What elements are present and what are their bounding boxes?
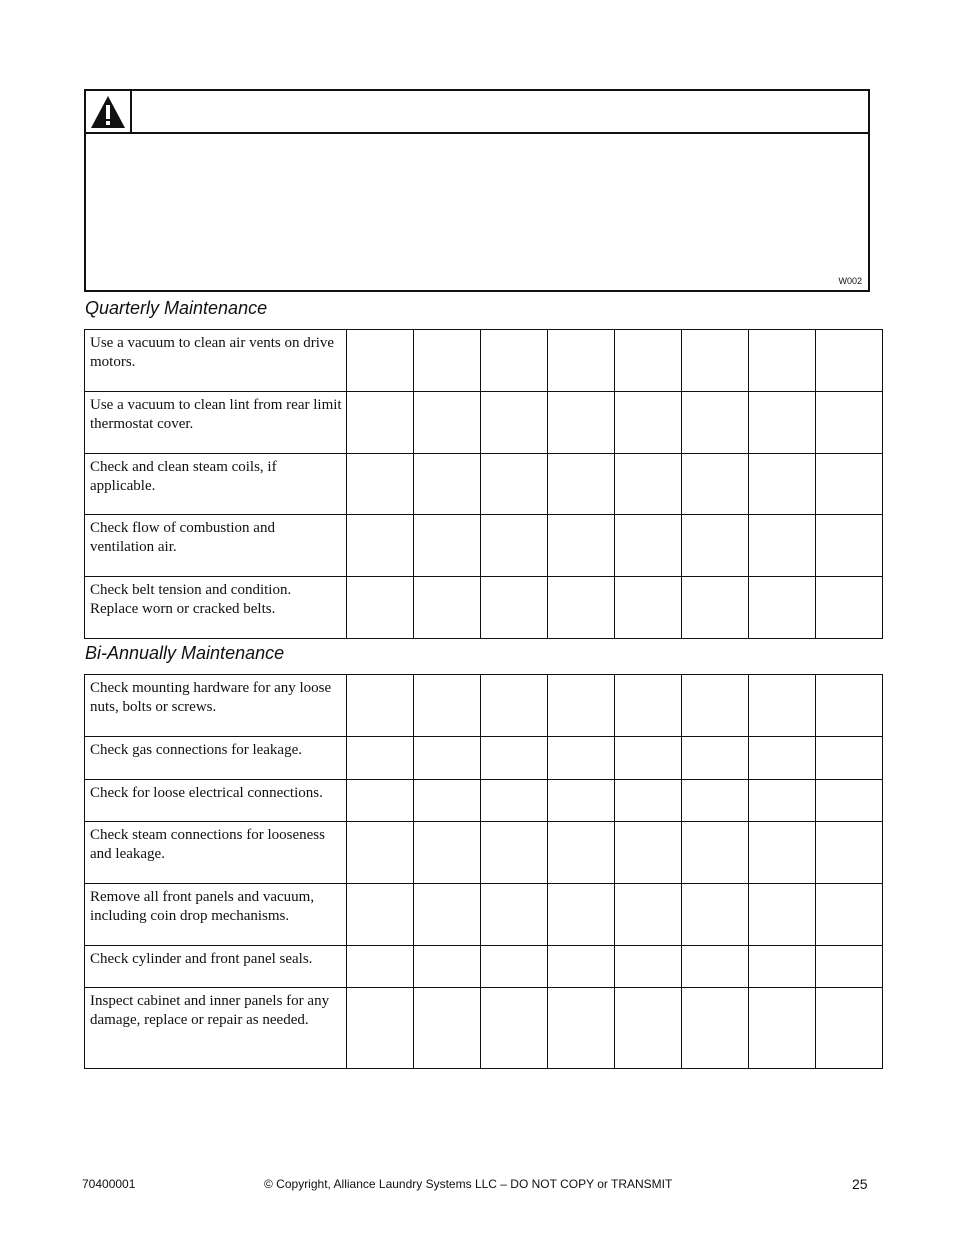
check-box[interactable] bbox=[682, 330, 749, 392]
check-box[interactable] bbox=[548, 330, 615, 392]
check-box[interactable] bbox=[548, 988, 615, 1069]
check-box[interactable] bbox=[414, 454, 481, 515]
check-box[interactable] bbox=[749, 577, 816, 639]
check-box[interactable] bbox=[347, 780, 414, 822]
task-cell: Check mounting hardware for any loose nuts, bolts or screws. bbox=[85, 675, 347, 737]
task-cell: Check and clean steam coils, if applicable. bbox=[85, 454, 347, 515]
check-box[interactable] bbox=[816, 946, 883, 988]
check-box[interactable] bbox=[749, 946, 816, 988]
check-box[interactable] bbox=[615, 946, 682, 988]
table-row bbox=[85, 515, 883, 577]
check-box[interactable] bbox=[816, 515, 883, 577]
table-row bbox=[85, 780, 883, 822]
check-box[interactable] bbox=[816, 988, 883, 1069]
check-box[interactable] bbox=[816, 884, 883, 946]
task-cell: Check steam connections for looseness and leakage. bbox=[85, 822, 347, 884]
check-box[interactable] bbox=[682, 737, 749, 780]
task-cell: Check gas connections for leakage. bbox=[85, 737, 347, 780]
check-box[interactable] bbox=[749, 884, 816, 946]
biannually-table bbox=[84, 674, 883, 1069]
check-box[interactable] bbox=[414, 988, 481, 1069]
check-box[interactable] bbox=[749, 675, 816, 737]
check-box[interactable] bbox=[414, 822, 481, 884]
check-box[interactable] bbox=[481, 822, 548, 884]
task-cell: Use a vacuum to clean air vents on drive motors. bbox=[85, 330, 347, 392]
check-box[interactable] bbox=[414, 946, 481, 988]
check-box[interactable] bbox=[816, 737, 883, 780]
task-cell: Check flow of combustion and ventilation air. bbox=[85, 515, 347, 577]
table-row bbox=[85, 988, 883, 1069]
check-box[interactable] bbox=[347, 577, 414, 639]
check-box[interactable] bbox=[749, 515, 816, 577]
check-box[interactable] bbox=[347, 884, 414, 946]
check-box[interactable] bbox=[481, 330, 548, 392]
check-box[interactable] bbox=[816, 392, 883, 454]
check-box[interactable] bbox=[749, 330, 816, 392]
check-box[interactable] bbox=[347, 392, 414, 454]
check-box[interactable] bbox=[816, 330, 883, 392]
check-box[interactable] bbox=[682, 577, 749, 639]
check-box[interactable] bbox=[615, 454, 682, 515]
biannually-title: Bi-Annually Maintenance bbox=[85, 643, 285, 663]
page-number: 25 bbox=[852, 1176, 868, 1192]
task-cell: Inspect cabinet and inner panels for any damage, replace or repair as needed. bbox=[85, 988, 347, 1069]
check-box[interactable] bbox=[347, 515, 414, 577]
check-box[interactable] bbox=[414, 577, 481, 639]
check-box[interactable] bbox=[481, 946, 548, 988]
quarterly-title: Quarterly Maintenance bbox=[85, 298, 268, 318]
check-box[interactable] bbox=[682, 454, 749, 515]
check-box[interactable] bbox=[615, 392, 682, 454]
check-box[interactable] bbox=[816, 577, 883, 639]
check-box[interactable] bbox=[548, 577, 615, 639]
check-box[interactable] bbox=[682, 515, 749, 577]
check-box[interactable] bbox=[548, 515, 615, 577]
check-box[interactable] bbox=[481, 780, 548, 822]
check-box[interactable] bbox=[481, 737, 548, 780]
task-cell: Use a vacuum to clean lint from rear limit thermostat cover. bbox=[85, 392, 347, 454]
warning-box bbox=[84, 89, 870, 292]
check-box[interactable] bbox=[615, 577, 682, 639]
table-row bbox=[85, 884, 883, 946]
task-cell: Check belt tension and condition. Replace worn or cracked belts. bbox=[85, 577, 347, 639]
check-box[interactable] bbox=[548, 884, 615, 946]
check-box[interactable] bbox=[615, 822, 682, 884]
warning-icon-cell bbox=[86, 91, 132, 132]
table-row bbox=[85, 675, 883, 737]
table-row bbox=[85, 330, 883, 392]
check-box[interactable] bbox=[548, 946, 615, 988]
check-box[interactable] bbox=[816, 822, 883, 884]
check-box[interactable] bbox=[414, 884, 481, 946]
check-box[interactable] bbox=[414, 392, 481, 454]
check-box[interactable] bbox=[548, 780, 615, 822]
warning-triangle-icon bbox=[89, 94, 127, 130]
check-box[interactable] bbox=[548, 392, 615, 454]
table-row bbox=[85, 577, 883, 639]
check-box[interactable] bbox=[682, 675, 749, 737]
check-box[interactable] bbox=[347, 822, 414, 884]
task-cell: Remove all front panels and vacuum, including coin drop mechanisms. bbox=[85, 884, 347, 946]
check-box[interactable] bbox=[481, 577, 548, 639]
check-box[interactable] bbox=[615, 515, 682, 577]
check-box[interactable] bbox=[749, 780, 816, 822]
check-box[interactable] bbox=[615, 884, 682, 946]
check-box[interactable] bbox=[347, 946, 414, 988]
check-box[interactable] bbox=[414, 515, 481, 577]
table-row bbox=[85, 946, 883, 988]
check-box[interactable] bbox=[816, 780, 883, 822]
warning-header bbox=[86, 91, 868, 134]
table-row bbox=[85, 454, 883, 515]
table-row bbox=[85, 392, 883, 454]
check-box[interactable] bbox=[682, 780, 749, 822]
check-box[interactable] bbox=[682, 822, 749, 884]
check-box[interactable] bbox=[816, 454, 883, 515]
check-box[interactable] bbox=[682, 946, 749, 988]
check-box[interactable] bbox=[414, 737, 481, 780]
quarterly-table bbox=[84, 329, 883, 639]
check-box[interactable] bbox=[749, 988, 816, 1069]
check-box[interactable] bbox=[548, 737, 615, 780]
check-box[interactable] bbox=[548, 454, 615, 515]
check-box[interactable] bbox=[615, 988, 682, 1069]
check-box[interactable] bbox=[347, 988, 414, 1069]
check-box[interactable] bbox=[548, 822, 615, 884]
warning-code: W002 bbox=[838, 276, 862, 286]
check-box[interactable] bbox=[347, 330, 414, 392]
check-box[interactable] bbox=[816, 675, 883, 737]
check-box[interactable] bbox=[414, 675, 481, 737]
check-box[interactable] bbox=[481, 515, 548, 577]
check-box[interactable] bbox=[749, 737, 816, 780]
check-box[interactable] bbox=[749, 392, 816, 454]
check-box[interactable] bbox=[615, 675, 682, 737]
table-row bbox=[85, 737, 883, 780]
check-box[interactable] bbox=[615, 737, 682, 780]
table-row bbox=[85, 822, 883, 884]
check-box[interactable] bbox=[682, 884, 749, 946]
check-box[interactable] bbox=[615, 330, 682, 392]
doc-number: 70400001 bbox=[82, 1177, 136, 1191]
copyright-notice: © Copyright, Alliance Laundry Systems LLC – DO NOT COPY or TRANSMIT bbox=[264, 1177, 673, 1191]
check-box[interactable] bbox=[414, 330, 481, 392]
check-box[interactable] bbox=[682, 392, 749, 454]
check-box[interactable] bbox=[615, 780, 682, 822]
check-box[interactable] bbox=[481, 675, 548, 737]
check-box[interactable] bbox=[749, 822, 816, 884]
task-cell: Check for loose electrical connections. bbox=[85, 780, 347, 822]
check-box[interactable] bbox=[481, 392, 548, 454]
check-box[interactable] bbox=[481, 988, 548, 1069]
check-box[interactable] bbox=[347, 675, 414, 737]
check-box[interactable] bbox=[548, 675, 615, 737]
check-box[interactable] bbox=[682, 988, 749, 1069]
check-box[interactable] bbox=[481, 454, 548, 515]
check-box[interactable] bbox=[414, 780, 481, 822]
check-box[interactable] bbox=[347, 737, 414, 780]
check-box[interactable] bbox=[481, 884, 548, 946]
task-cell: Check cylinder and front panel seals. bbox=[85, 946, 347, 988]
check-box[interactable] bbox=[347, 454, 414, 515]
check-box[interactable] bbox=[749, 454, 816, 515]
